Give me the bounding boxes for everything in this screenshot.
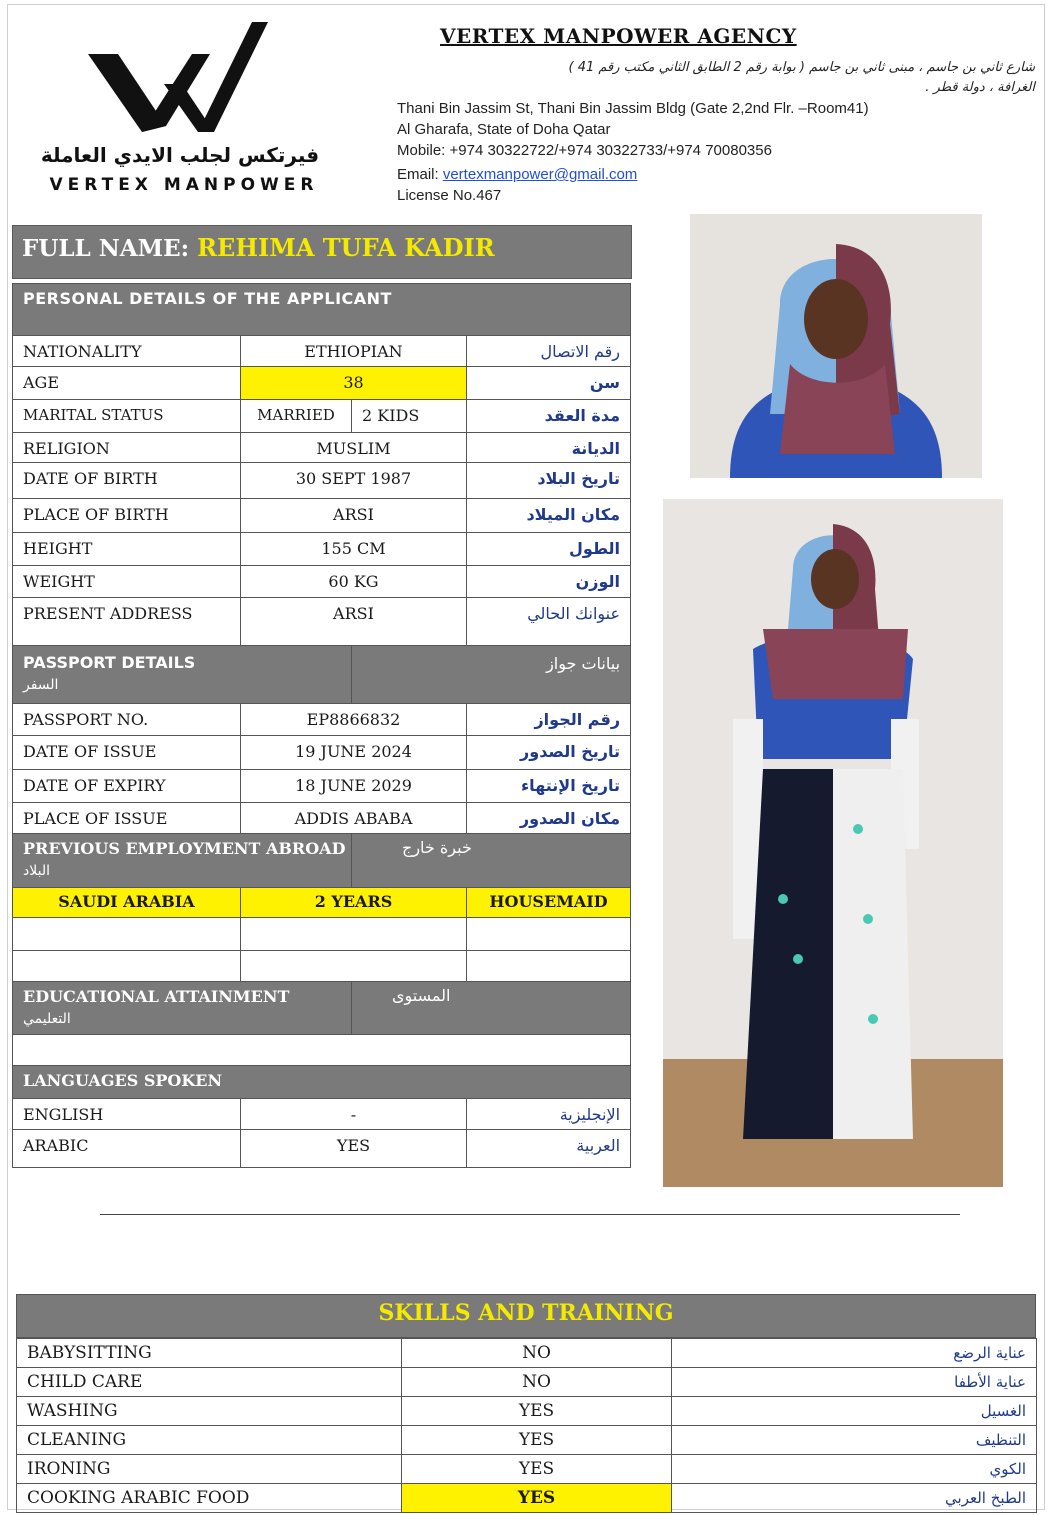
passport-title-text: PASSPORT DETAILS	[23, 653, 196, 672]
cleaning-value: YES	[402, 1426, 672, 1455]
table-row	[17, 1484, 1037, 1513]
nationality-label-arabic: رقم الاتصال	[467, 336, 631, 367]
education-header-row	[13, 982, 631, 1035]
agency-title: VERTEX MANPOWER AGENCY	[440, 24, 797, 48]
height-value: 155 CM	[241, 533, 467, 566]
table-row	[13, 888, 631, 918]
age-label-arabic: سن	[467, 367, 631, 400]
languages-title: LANGUAGES SPOKEN	[13, 1066, 631, 1099]
employment-header-row	[13, 834, 631, 888]
date-of-birth-label: DATE OF BIRTH	[13, 463, 241, 499]
religion-label: RELIGION	[13, 433, 241, 463]
height-label: HEIGHT	[13, 533, 241, 566]
passport-title-arabic-2: السفر	[23, 677, 59, 693]
table-row	[13, 803, 631, 834]
date-of-issue-label: DATE OF ISSUE	[13, 736, 241, 770]
mobile-numbers: Mobile: +974 30322722/+974 30322733/+974 70080356	[397, 142, 772, 159]
personal-details-header-row	[13, 284, 631, 336]
babysitting-label-arabic: عناية الرضع	[672, 1339, 1037, 1368]
ironing-value: YES	[402, 1455, 672, 1484]
address-line-1: Thani Bin Jassim St, Thani Bin Jassim Bldg (Gate 2,2nd Flr. –Room41)	[397, 100, 869, 117]
applicant-headshot-photo	[690, 214, 982, 478]
email-label: Email:	[397, 166, 443, 183]
nationality-label: NATIONALITY	[13, 336, 241, 367]
date-of-expiry-label-arabic: تاريخ الإنتهاء	[467, 770, 631, 803]
education-title-arabic-2: التعليمي	[23, 1011, 71, 1027]
table-row	[13, 463, 631, 499]
cooking-arabic-food-label: COOKING ARABIC FOOD	[17, 1484, 402, 1513]
washing-value: YES	[402, 1397, 672, 1426]
table-row	[17, 1397, 1037, 1426]
date-of-expiry-value: 18 JUNE 2029	[241, 770, 467, 803]
table-row	[13, 1035, 631, 1066]
table-row	[13, 770, 631, 803]
table-row	[13, 1130, 631, 1168]
weight-label: WEIGHT	[13, 566, 241, 598]
languages-header-row	[13, 1066, 631, 1099]
cooking-arabic-food-label-arabic: الطبخ العربي	[672, 1484, 1037, 1513]
vertex-logo-icon	[14, 14, 360, 144]
washing-label: WASHING	[17, 1397, 402, 1426]
headshot-image	[690, 214, 982, 478]
personal-details-title: PERSONAL DETAILS OF THE APPLICANT	[13, 284, 631, 336]
education-title-text: EDUCATIONAL ATTAINMENT	[23, 987, 290, 1006]
place-of-birth-label: PLACE OF BIRTH	[13, 499, 241, 533]
babysitting-value: NO	[402, 1339, 672, 1368]
age-label: AGE	[13, 367, 241, 400]
employment-title-arabic-1: خبرة خارج	[352, 834, 631, 888]
passport-title-arabic-1: بيانات جواز	[352, 646, 631, 704]
english-value: -	[241, 1099, 467, 1130]
present-address-label-arabic: عنوانك الحالي	[467, 598, 631, 646]
marital-status-label: MARITAL STATUS	[13, 400, 241, 433]
passport-number-label-arabic: رقم الجواز	[467, 704, 631, 736]
babysitting-label: BABYSITTING	[17, 1339, 402, 1368]
marital-status-label-arabic: مدة العقد	[467, 400, 631, 433]
applicant-details-table	[12, 283, 631, 1168]
date-of-birth-value: 30 SEPT 1987	[241, 463, 467, 499]
date-of-issue-label-arabic: تاريخ الصدور	[467, 736, 631, 770]
place-of-issue-value: ADDIS ABABA	[241, 803, 467, 834]
date-of-birth-label-arabic: تاريخ البلاد	[467, 463, 631, 499]
empty-cell	[13, 951, 241, 982]
child-care-label-arabic: عناية الأطفا	[672, 1368, 1037, 1397]
employment-duration: 2 YEARS	[241, 888, 467, 918]
table-row	[13, 336, 631, 367]
education-value	[13, 1035, 631, 1066]
applicant-full-body-photo	[663, 499, 1003, 1187]
table-row	[13, 566, 631, 598]
date-of-issue-value: 19 JUNE 2024	[241, 736, 467, 770]
employment-title-text: PREVIOUS EMPLOYMENT ABROAD	[23, 839, 346, 858]
logo-arabic-text: فيرتكس لجلب الايدي العاملة	[40, 143, 320, 167]
religion-label-arabic: الديانة	[467, 433, 631, 463]
employment-title	[13, 834, 352, 888]
table-row	[13, 704, 631, 736]
arabic-value: YES	[241, 1130, 467, 1168]
email-line	[397, 166, 637, 183]
empty-cell	[467, 951, 631, 982]
place-of-birth-label-arabic: مكان الميلاد	[467, 499, 631, 533]
date-of-expiry-label: DATE OF EXPIRY	[13, 770, 241, 803]
address-line-2: Al Gharafa, State of Doha Qatar	[397, 121, 611, 138]
cleaning-label-arabic: التنظيف	[672, 1426, 1037, 1455]
weight-label-arabic: الوزن	[467, 566, 631, 598]
arabic-label-arabic: العربية	[467, 1130, 631, 1168]
skills-title: SKILLS AND TRAINING	[16, 1294, 1036, 1338]
logo-english-text: VERTEX MANPOWER	[49, 175, 319, 195]
child-care-value: NO	[402, 1368, 672, 1397]
marital-status-value: MARRIED	[241, 400, 352, 433]
passport-details-title	[13, 646, 352, 704]
empty-cell	[13, 918, 241, 951]
english-label-arabic: الإنجليزية	[467, 1099, 631, 1130]
table-row	[13, 951, 631, 982]
passport-number-label: PASSPORT NO.	[13, 704, 241, 736]
table-row	[13, 736, 631, 770]
table-row	[17, 1455, 1037, 1484]
table-row	[13, 533, 631, 566]
table-row	[13, 400, 631, 433]
skills-table	[16, 1338, 1037, 1513]
employment-position: HOUSEMAID	[467, 888, 631, 918]
table-row	[13, 367, 631, 400]
full-name-bar	[12, 225, 632, 279]
child-care-label: CHILD CARE	[17, 1368, 402, 1397]
weight-value: 60 KG	[241, 566, 467, 598]
education-title-arabic-1: المستوى	[352, 982, 631, 1035]
washing-label-arabic: الغسيل	[672, 1397, 1037, 1426]
empty-cell	[241, 918, 467, 951]
section-divider	[100, 1214, 960, 1215]
passport-number-value: EP8866832	[241, 704, 467, 736]
children-value: 2 KIDS	[352, 400, 467, 433]
full-name-label: FULL NAME:	[22, 235, 198, 262]
ironing-label: IRONING	[17, 1455, 402, 1484]
address-arabic	[395, 58, 1035, 98]
address-arabic-line-1: شارع ثاني بن جاسم ، مبنى ثاني بن جاسم ( بوابة رقم 2 الطابق الثاني مكتب رقم 41 )	[568, 60, 1035, 75]
table-row	[13, 433, 631, 463]
table-row	[13, 499, 631, 533]
address-arabic-line-2: الغرافة ، دولة قطر .	[925, 80, 1035, 95]
present-address-label: PRESENT ADDRESS	[13, 598, 241, 646]
table-row	[17, 1339, 1037, 1368]
place-of-issue-label-arabic: مكان الصدور	[467, 803, 631, 834]
arabic-label: ARABIC	[13, 1130, 241, 1168]
religion-value: MUSLIM	[241, 433, 467, 463]
cooking-arabic-food-value: YES	[402, 1484, 672, 1513]
cleaning-label: CLEANING	[17, 1426, 402, 1455]
employment-country: SAUDI ARABIA	[13, 888, 241, 918]
table-row	[13, 598, 631, 646]
table-row	[13, 1099, 631, 1130]
place-of-issue-label: PLACE OF ISSUE	[13, 803, 241, 834]
education-title	[13, 982, 352, 1035]
email-link[interactable]: vertexmanpower@gmail.com	[442, 166, 638, 183]
empty-cell	[467, 918, 631, 951]
full-body-image	[663, 499, 1003, 1187]
license-number: License No.467	[397, 187, 502, 204]
table-row	[13, 918, 631, 951]
english-label: ENGLISH	[13, 1099, 241, 1130]
table-row	[17, 1368, 1037, 1397]
nationality-value: ETHIOPIAN	[241, 336, 467, 367]
table-row	[17, 1426, 1037, 1455]
full-name-value: REHIMA TUFA KADIR	[197, 233, 495, 262]
age-value: 38	[241, 367, 467, 400]
ironing-label-arabic: الكوي	[672, 1455, 1037, 1484]
passport-header-row	[13, 646, 631, 704]
height-label-arabic: الطول	[467, 533, 631, 566]
present-address-value: ARSI	[241, 598, 467, 646]
place-of-birth-value: ARSI	[241, 499, 467, 533]
empty-cell	[241, 951, 467, 982]
employment-title-arabic-2: البلاد	[23, 863, 50, 879]
